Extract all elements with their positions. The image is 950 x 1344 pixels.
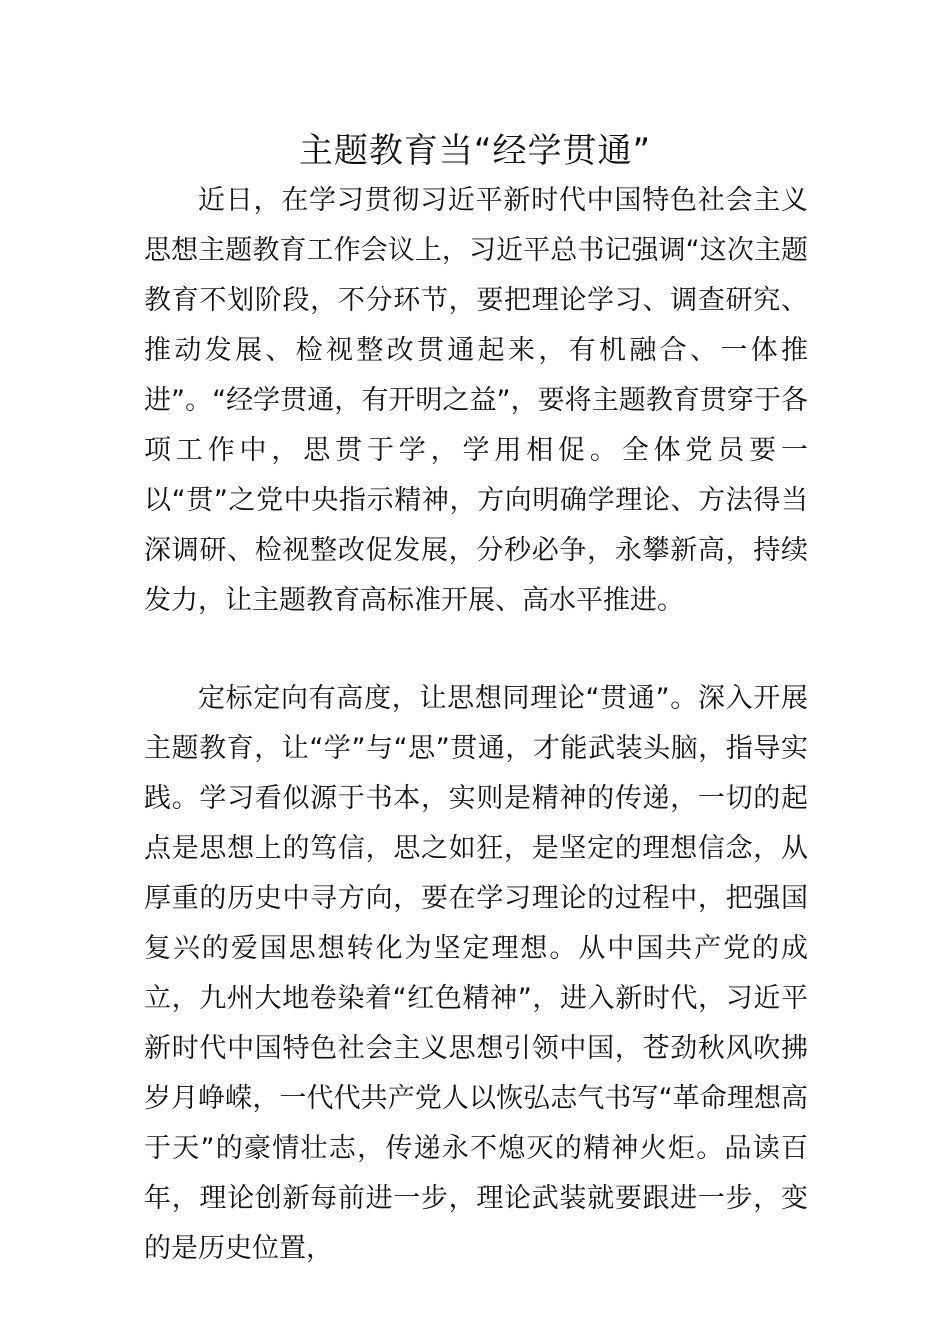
document-title: 主题教育当“经学贯通” [298,131,652,171]
paragraph-intro: 近日，在学习贯彻习近平新时代中国特色社会主义思想主题教育工作会议上，习近平总书记强调“这次主题教育不划阶段，不分环节，要把理论学习、调查研究、推动发展、检视整改贯通起来，有机融合、一体推进”。“经学贯通，有开明之益”，要将主题教育贯穿于各项工作中，思贯于学，学用相促。全体党员要一以“贯”之党中央指示精神，方向明确学理论、方法得当深调研、检视整改促发展，分秒必争，永攀新高，持续发力，让主题教育高标准开展、高水平推进。 [144,185,808,616]
paragraph-theory: 定标定向有高度，让思想同理论“贯通”。深入开展主题教育，让“学”与“思”贯通，才能武装头脑，指导实践。学习看似源于书本，实则是精神的传递，一切的起点是思想上的笃信，思之如狂，是坚定的理想信念，从厚重的历史中寻方向，要在学习理论的过程中，把强国复兴的爱国思想转化为坚定理想。从中国共产党的成立，九州大地卷染着“红色精神”，进入新时代，习近平新时代中国特色社会主义思想引领中国，苍劲秋风吹拂岁月峥嵘，一代代共产党人以恢弘志气书写“革命理想高于天”的豪情壮志，传递永不熄灭的精神火炬。品读百年，理论创新每前进一步，理论武装就要跟进一步，变的是历史位置， [144,683,808,1264]
